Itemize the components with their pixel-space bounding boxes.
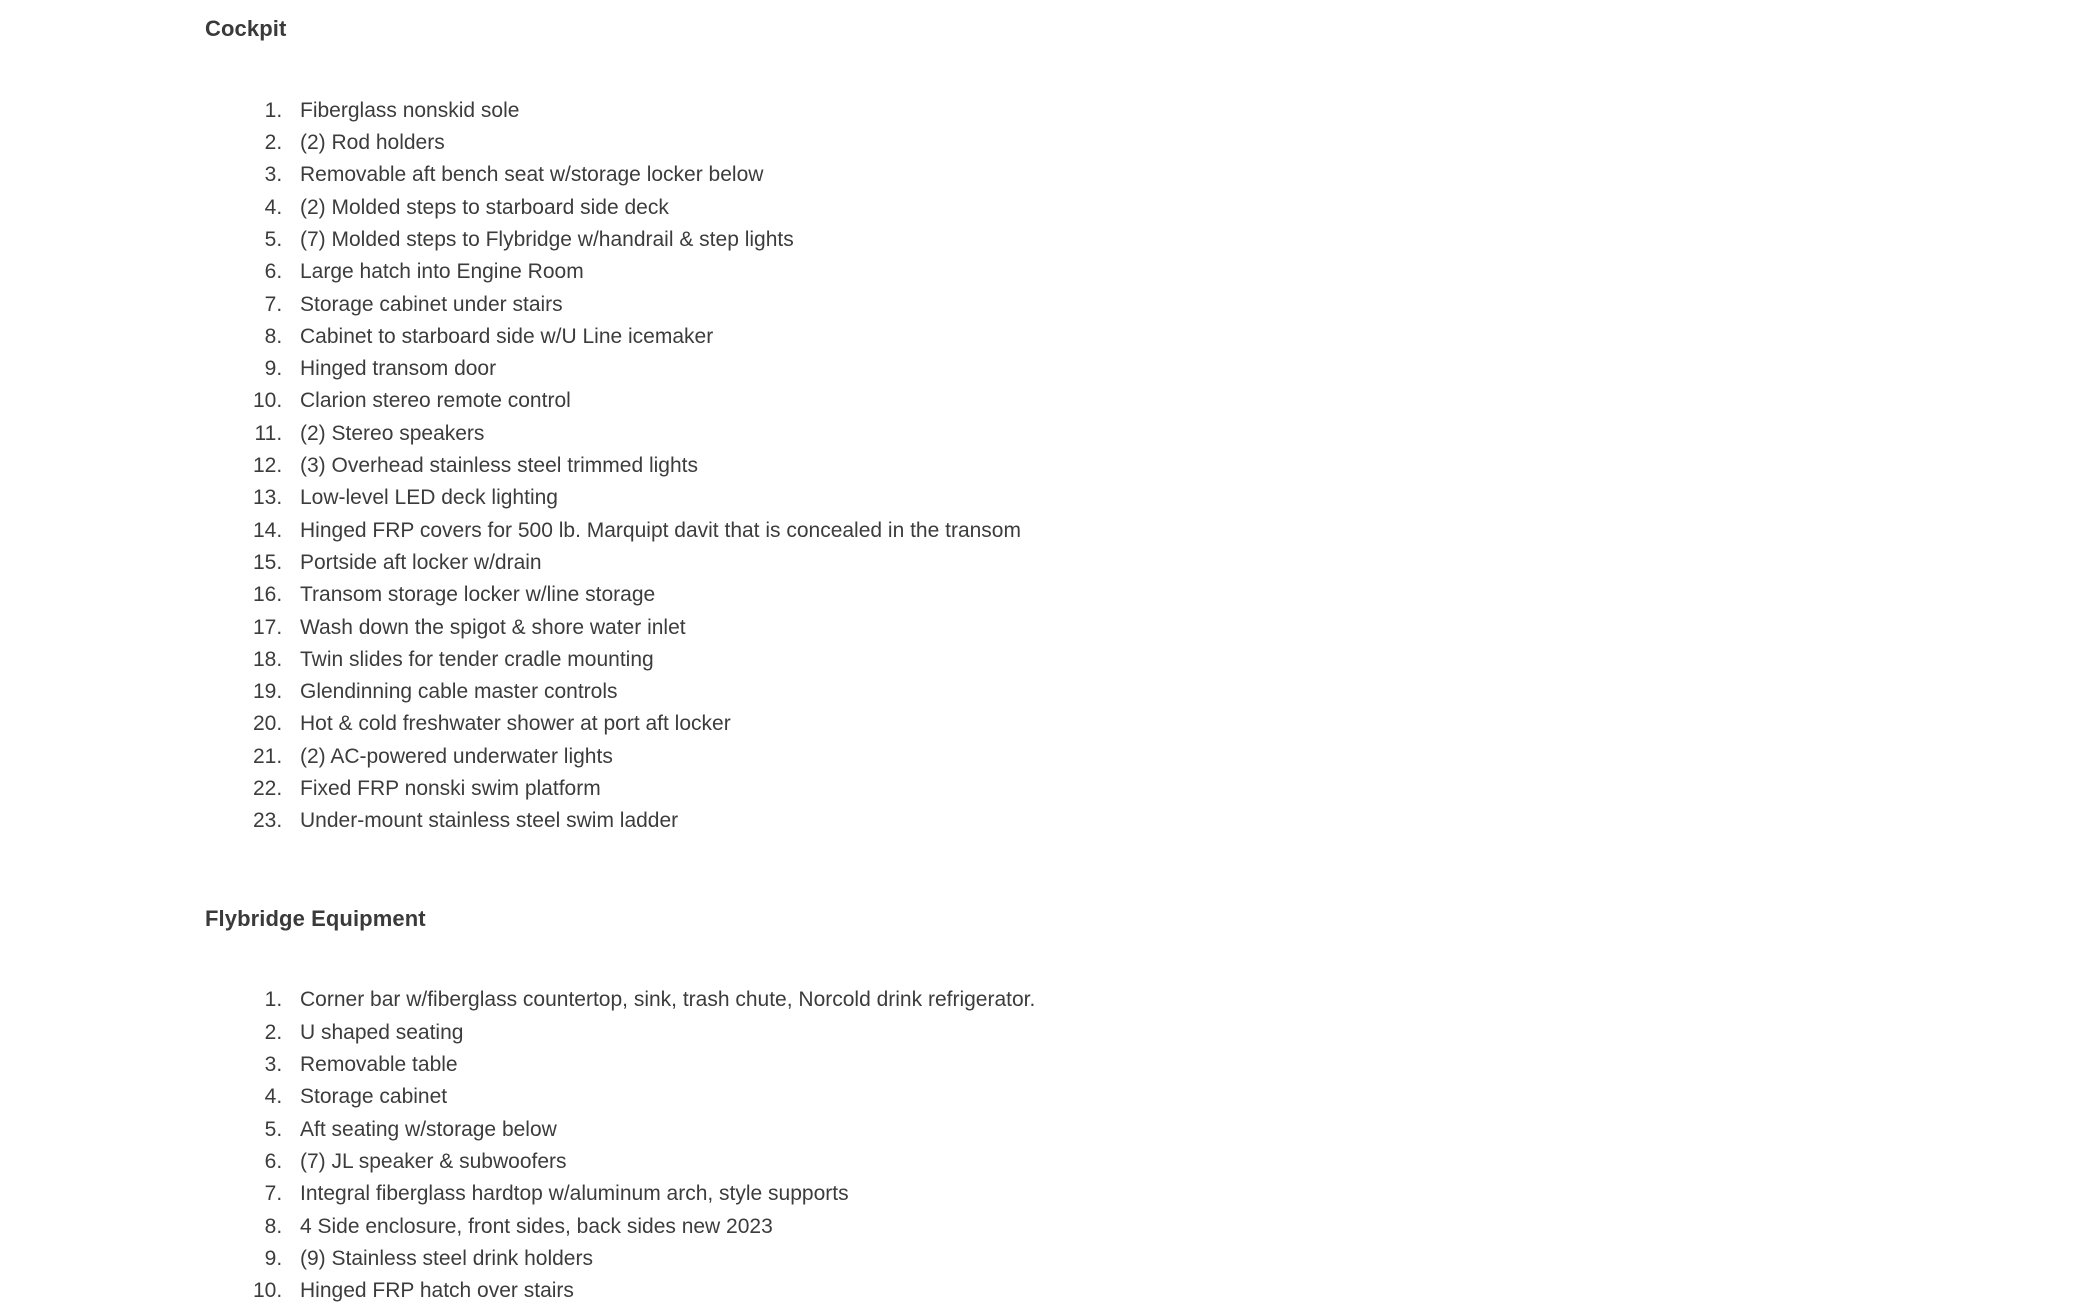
list-item: 15. Portside aft locker w/drain bbox=[288, 547, 2078, 579]
list-item: 23. Under-mount stainless steel swim ladder bbox=[288, 805, 2078, 837]
list-item: 18. Twin slides for tender cradle mounting bbox=[288, 644, 2078, 676]
section-heading-cockpit: Cockpit bbox=[205, 16, 287, 41]
flybridge-equipment-spec-list bbox=[205, 984, 2078, 1307]
list-item: 12. (3) Overhead stainless steel trimmed lights bbox=[288, 450, 2078, 482]
list-item: 5. (7) Molded steps to Flybridge w/handrail & step lights bbox=[288, 224, 2078, 256]
list-item: 5. Aft seating w/storage below bbox=[288, 1114, 2078, 1146]
list-item: 17. Wash down the spigot & shore water inlet bbox=[288, 612, 2078, 644]
list-item: 10. Clarion stereo remote control bbox=[288, 385, 2078, 417]
section-heading-flybridge-equipment: Flybridge Equipment bbox=[205, 905, 426, 931]
cockpit-spec-list bbox=[205, 95, 2078, 838]
list-item: 19. Glendinning cable master controls bbox=[288, 676, 2078, 708]
list-item: 22. Fixed FRP nonski swim platform bbox=[288, 773, 2078, 805]
list-item: 1. Corner bar w/fiberglass countertop, sink, trash chute, Norcold drink refrigerator. bbox=[288, 984, 2078, 1016]
list-item: 7. Storage cabinet under stairs bbox=[288, 289, 2078, 321]
list-item: 20. Hot & cold freshwater shower at port aft locker bbox=[288, 708, 2078, 740]
list-item: 3. Removable aft bench seat w/storage locker below bbox=[288, 159, 2078, 191]
list-item: 21. (2) AC-powered underwater lights bbox=[288, 741, 2078, 773]
list-item: 6. (7) JL speaker & subwoofers bbox=[288, 1146, 2078, 1178]
list-item: 11. (2) Stereo speakers bbox=[288, 418, 2078, 450]
list-item: 8. 4 Side enclosure, front sides, back sides new 2023 bbox=[288, 1211, 2078, 1243]
list-item: 9. Hinged transom door bbox=[288, 353, 2078, 385]
list-item: 6. Large hatch into Engine Room bbox=[288, 256, 2078, 288]
list-item: 8. Cabinet to starboard side w/U Line icemaker bbox=[288, 321, 2078, 353]
list-item: 7. Integral fiberglass hardtop w/aluminum arch, style supports bbox=[288, 1178, 2078, 1210]
list-item: 2. U shaped seating bbox=[288, 1017, 2078, 1049]
list-item: 2. (2) Rod holders bbox=[288, 127, 2078, 159]
list-item: 4. (2) Molded steps to starboard side deck bbox=[288, 192, 2078, 224]
list-item: 3. Removable table bbox=[288, 1049, 2078, 1081]
list-item: 10. Hinged FRP hatch over stairs bbox=[288, 1275, 2078, 1307]
list-item: 16. Transom storage locker w/line storage bbox=[288, 579, 2078, 611]
list-item: 14. Hinged FRP covers for 500 lb. Marquipt davit that is concealed in the transom bbox=[288, 515, 2078, 547]
list-item: 1. Fiberglass nonskid sole bbox=[288, 95, 2078, 127]
list-item: 13. Low-level LED deck lighting bbox=[288, 482, 2078, 514]
list-item: 4. Storage cabinet bbox=[288, 1081, 2078, 1113]
list-item: 9. (9) Stainless steel drink holders bbox=[288, 1243, 2078, 1275]
